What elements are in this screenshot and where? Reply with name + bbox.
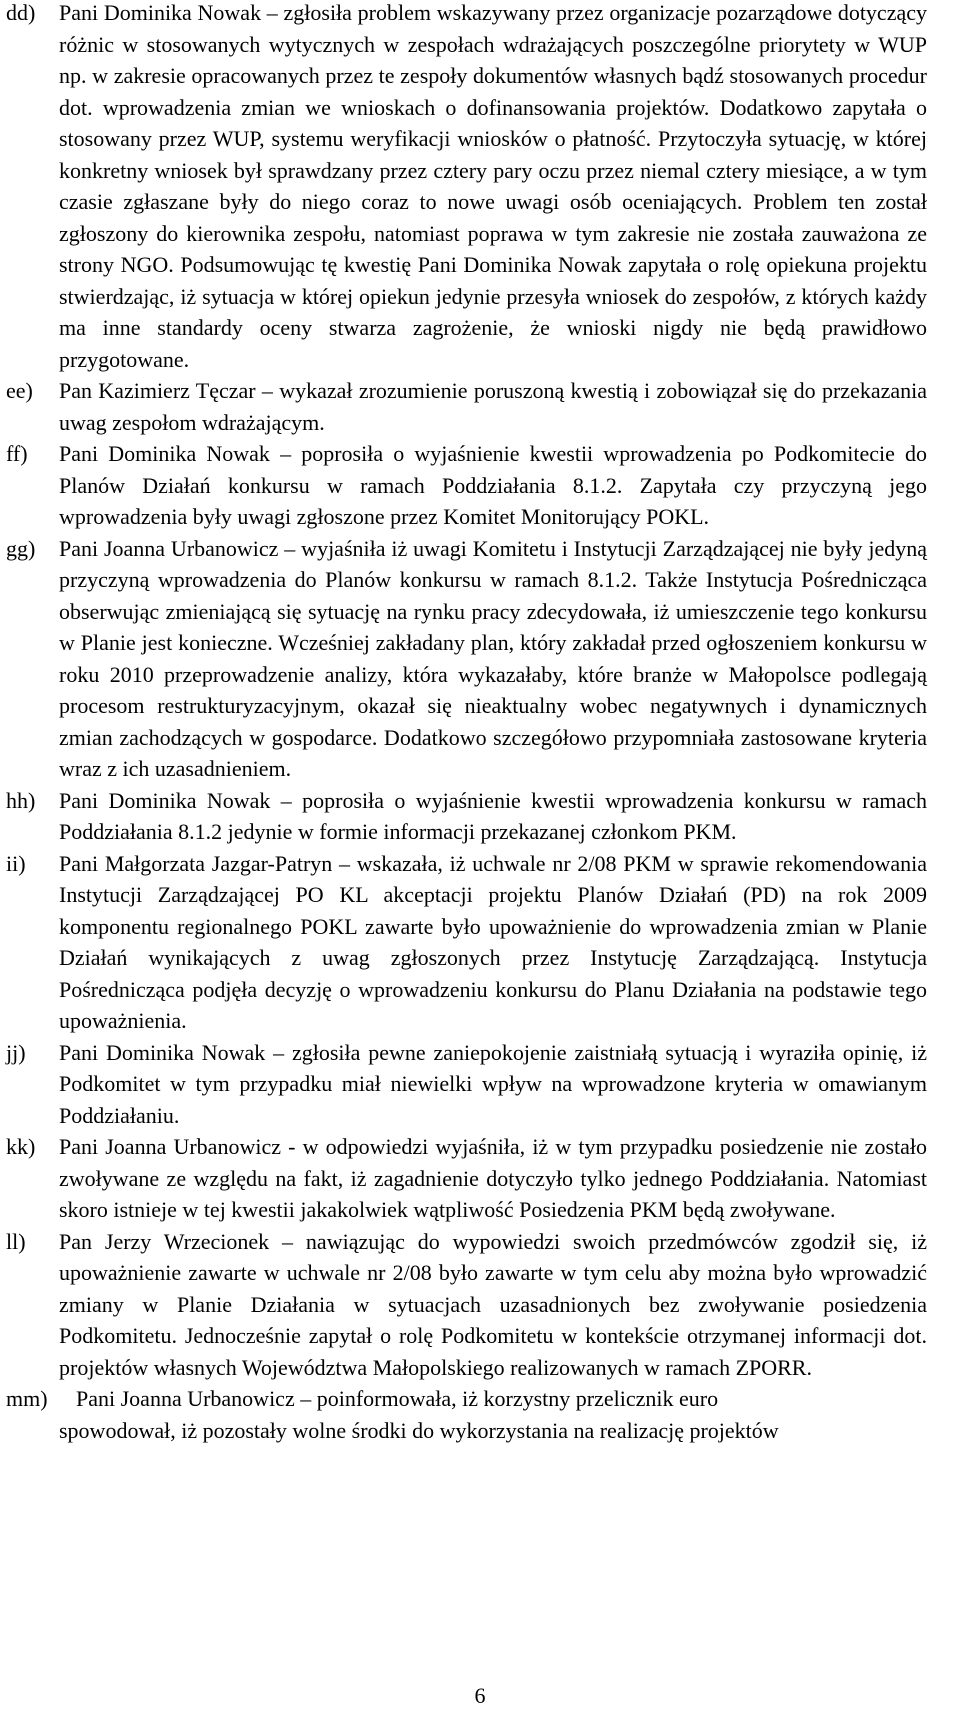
list-item: [6, 1131, 927, 1226]
list-item: [6, 0, 927, 375]
list-item-marker: ll): [6, 1228, 26, 1254]
list-item-text: Pani Dominika Nowak – zgłosiła pewne zaniepokojenie zaistniałą sytuacją i wyraziła opinię, iż Podkomitet w tym przypadku miał niewielki wpływ na wprowadzone kryteria w omawianym Poddziałaniu.: [59, 1039, 927, 1128]
list-item-text: Pani Małgorzata Jazgar-Patryn – wskazała, iż uchwale nr 2/08 PKM w sprawie rekomendowania Instytucji Zarządzającej PO KL akceptacji projektu Planów Działań (PD) na rok 2009 komponentu regionalnego POKL zawarte było upoważnienie do wprowadzenia zmian w Planie Działań wynikających z uwag zgłoszonych przez Instytucję Zarządzającą. Instytucja Pośrednicząca podjęła decyzję o wprowadzeniu konkursu do Planu Działania na podstawie tego upoważnienia.: [59, 850, 927, 1033]
list-item-text: Pan Jerzy Wrzecionek – nawiązując do wypowiedzi swoich przedmówców zgodził się, iż upoważnienie zawarte w uchwale nr 2/08 było zawarte w tym celu aby można było wprowadzić zmiany w Planie Działania w sytuacjach uzasadnionych bez zwoływanie posiedzenia Podkomitetu. Jednocześnie zapytał o rolę Podkomitetu w kontekście otrzymanej informacji dot. projektów własnych Województwa Małopolskiego realizowanych w ramach ZPORR.: [59, 1228, 927, 1380]
list-item-marker: mm): [6, 1386, 48, 1411]
list-item: [6, 848, 927, 1037]
list-item-marker: hh): [6, 787, 36, 813]
minutes-list: [6, 0, 927, 1446]
list-item-marker: ff): [6, 441, 28, 466]
list-item: [6, 438, 927, 533]
list-item: [6, 1037, 927, 1132]
list-item-text: Pani Joanna Urbanowicz – wyjaśniła iż uwagi Komitetu i Instytucji Zarządzającej nie były jedyną przyczyną wprowadzenia do Planów konkursu w ramach 8.1.2. Także Instytucja Pośrednicząca obserwując zmieniającą się sytuację na rynku pracy zdecydowała, iż umieszczenie tego konkursu w Planie jest konieczne. Wcześniej zakładany plan, który zakładał przed ogłoszeniem konkursu w roku 2010 przeprowadzenie analizy, która wykazałaby, które branże w Małopolsce podlegają procesom restrukturyzacyjnym, okazał się nieaktualny wobec negatywnych i dynamicznych zmian zachodzących w gospodarce. Dodatkowo szczegółowo przypomniała zastosowane kryteria wraz z ich uzasadnieniem.: [59, 535, 927, 781]
list-item-marker: dd): [6, 0, 36, 25]
list-item-text: Pani Dominika Nowak – zgłosiła problem wskazywany przez organizacje pozarządowe dotyczący różnic w stosowanych wytycznych w zespołach wdrażających poszczególne priorytety w WUP np. w zakresie opracowanych przez te zespoły dokumentów własnych bądź stosowanych procedur dot. wprowadzenia zmian we wnioskach o dofinansowania projektów. Dodatkowo zapytała o stosowany przez WUP, systemu weryfikacji wniosków o płatność. Przytoczyła sytuację, w której konkretny wniosek był sprawdzany przez cztery pary oczu przez niemal cztery miesiące, a w tym czasie zgłaszane były do niego coraz to nowe uwagi osób oceniających. Problem ten został zgłoszony do kierownika zespołu, natomiast poprawa w tym zakresie nie została zauważona ze strony NGO. Podsumowując tę kwestię Pani Dominika Nowak zapytała o rolę opiekuna projektu stwierdzając, iż sytuacja w której opiekun jedynie przesyła wniosek do zespołów, z których każdy ma inne standardy oceny stwarza zagrożenie, że wnioski nigdy nie będą prawidłowo przygotowane.: [59, 0, 927, 372]
list-item-text: Pani Dominika Nowak – poprosiła o wyjaśnienie kwestii wprowadzenia po Podkomitecie do Planów Działań konkursu w ramach Poddziałania 8.1.2. Zapytała czy przyczyną jego wprowadzenia były uwagi zgłoszone przez Komitet Monitorujący POKL.: [59, 441, 927, 529]
page-number: 6: [474, 1683, 486, 1708]
list-item-marker: gg): [6, 535, 36, 561]
list-item-marker: jj): [6, 1039, 26, 1065]
list-item: [6, 1226, 927, 1384]
list-item: [6, 785, 927, 848]
list-item: [6, 533, 927, 785]
list-item-last: [6, 1383, 927, 1415]
list-item-text: Pani Joanna Urbanowicz - w odpowiedzi wyjaśniła, iż w tym przypadku posiedzenie nie zostało zwoływane ze względu na fakt, iż zagadnienie dotyczyło tylko jednego Poddziałania. Natomiast skoro istnieje w tej kwestii jakakolwiek wątpliwość Posiedzenia PKM będą zwoływane.: [59, 1134, 927, 1222]
list-item-marker: ee): [6, 378, 33, 403]
list-item-text: Pani Dominika Nowak – poprosiła o wyjaśnienie kwestii wprowadzenia konkursu w ramach Poddziałania 8.1.2 jedynie w formie informacji przekazanej członkom PKM.: [59, 787, 927, 844]
list-item-marker: ii): [6, 850, 26, 876]
list-item: [6, 375, 927, 438]
list-item-text: Pan Kazimierz Tęczar – wykazał zrozumienie poruszoną kwestią i zobowiązał się do przekazania uwag zespołom wdrażającym.: [59, 378, 927, 435]
list-item-text-first-line: Pani Joanna Urbanowicz – poinformowała, iż korzystny przelicznik euro: [76, 1386, 719, 1411]
list-item-marker: kk): [6, 1134, 36, 1159]
list-item-text-continuation: spowodował, iż pozostały wolne środki do wykorzystania na realizację projektów: [59, 1417, 779, 1443]
